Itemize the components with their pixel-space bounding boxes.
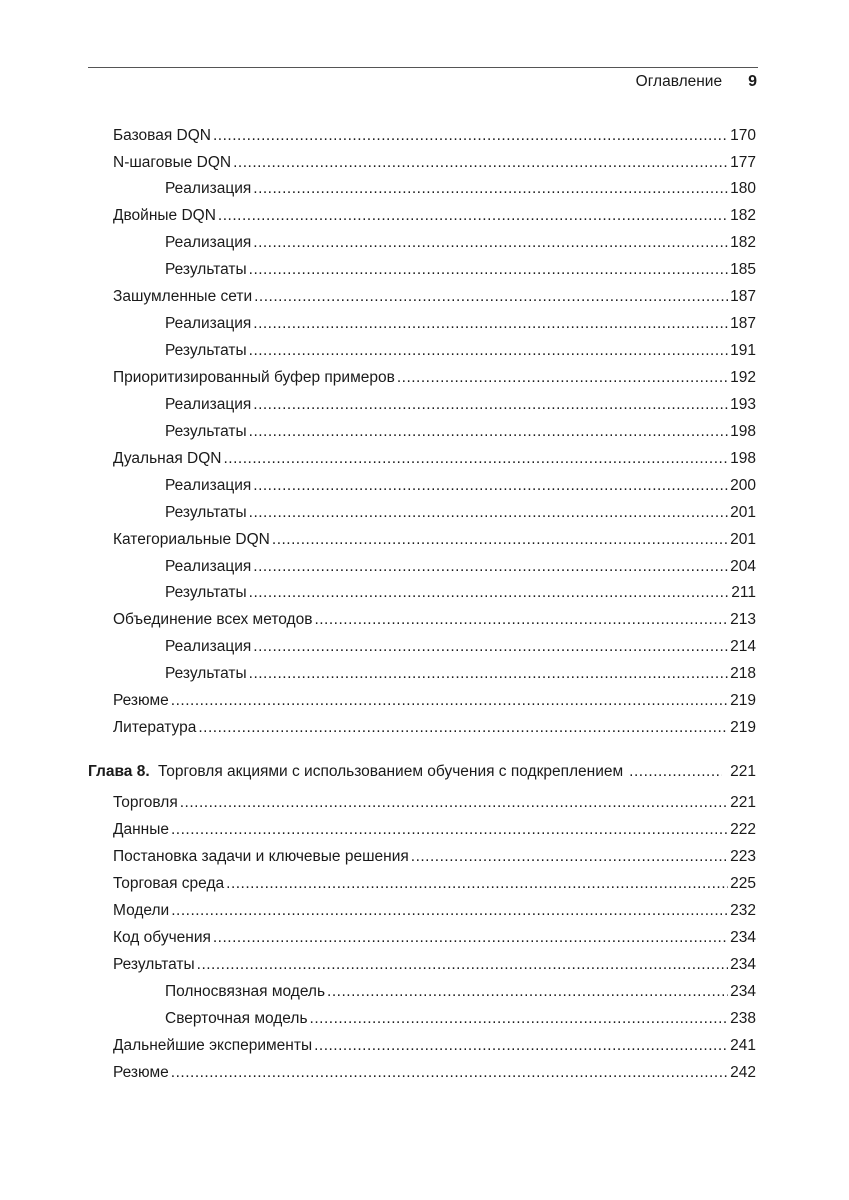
toc-entry-page: 192 [730, 369, 756, 386]
toc-entry-title: Сверточная модель [165, 1010, 308, 1027]
dot-leader [249, 422, 728, 442]
toc-entry[interactable] [113, 126, 756, 146]
toc-entry-title: Резюме [113, 692, 169, 709]
dot-leader [213, 928, 728, 948]
toc-entry-page: 180 [730, 180, 756, 197]
toc-entry-title: Приоритизированный буфер примеров [113, 369, 395, 386]
toc-entry-title: Резюме [113, 1064, 169, 1081]
toc-entry-title: Базовая DQN [113, 127, 211, 144]
toc-entry-title: Категориальные DQN [113, 531, 270, 548]
toc-entry-title: Реализация [165, 477, 252, 494]
dot-leader [314, 610, 728, 630]
toc-entry[interactable] [113, 1063, 756, 1083]
toc-subentry[interactable] [165, 314, 756, 334]
toc-entry-title: Реализация [165, 315, 252, 332]
toc-entry-page: 232 [730, 902, 756, 919]
toc-entry-page: 219 [730, 719, 756, 736]
dot-leader [249, 341, 728, 361]
dot-leader [226, 874, 728, 894]
toc-entry[interactable] [113, 691, 756, 711]
toc-entry[interactable] [113, 1036, 756, 1056]
toc-entry-title: Реализация [165, 396, 252, 413]
toc-entry-page: 223 [730, 848, 756, 865]
toc-entry-title: Реализация [165, 180, 252, 197]
toc-subentry[interactable] [165, 583, 756, 603]
toc-entry[interactable] [113, 153, 756, 173]
toc-entry[interactable] [113, 955, 756, 975]
toc-entry-page: 234 [730, 929, 756, 946]
running-head-title: Оглавление [635, 73, 723, 90]
toc-entry-page: 238 [730, 1010, 756, 1027]
toc-subentry[interactable] [165, 557, 756, 577]
dot-leader [253, 637, 728, 657]
toc-entry-page: 193 [730, 396, 756, 413]
dot-leader [171, 1063, 728, 1083]
dot-leader [253, 233, 728, 253]
toc-entry-page: 185 [730, 261, 756, 278]
toc-entry-title: Реализация [165, 558, 252, 575]
toc-entry[interactable] [113, 928, 756, 948]
dot-leader [198, 718, 728, 738]
toc-entry-title: Результаты [165, 342, 247, 359]
toc-entry-page: 198 [730, 450, 756, 467]
toc-entry[interactable] [113, 793, 756, 813]
toc-subentry[interactable] [165, 395, 756, 415]
toc-subentry[interactable] [165, 476, 756, 496]
dot-leader [171, 820, 728, 840]
toc-entry-page: 241 [730, 1037, 756, 1054]
toc-entry-title: Двойные DQN [113, 207, 216, 224]
toc-entry-page: 182 [730, 234, 756, 251]
toc-entry-title: Торговая среда [113, 875, 225, 892]
toc-entry-title: Дальнейшие эксперименты [113, 1037, 313, 1054]
dot-leader [314, 1036, 728, 1056]
dot-leader [180, 793, 728, 813]
toc-entry[interactable] [113, 874, 756, 894]
toc-entry-title: Реализация [165, 234, 252, 251]
dot-leader [249, 583, 730, 603]
dot-leader [397, 368, 728, 388]
toc-entry-page: 225 [730, 875, 756, 892]
toc-entry-page: 191 [730, 342, 756, 359]
toc-entry-title: Зашумленные сети [113, 288, 253, 305]
toc-entry-title: Модели [113, 902, 170, 919]
toc-entry[interactable] [113, 530, 756, 550]
toc-chapter-entry[interactable] [88, 762, 756, 782]
toc-entry-title: Данные [113, 821, 169, 838]
toc-entry-title: Постановка задачи и ключевые решения [113, 848, 409, 865]
toc-entry-title: Результаты [165, 665, 247, 682]
toc-entry-page: 234 [730, 956, 756, 973]
toc-entry-title: Результаты [165, 423, 247, 440]
toc-subentry[interactable] [165, 260, 756, 280]
toc-entry[interactable] [113, 610, 756, 630]
toc-entry-page: 177 [730, 154, 756, 171]
toc-entry[interactable] [113, 847, 756, 867]
toc-entry-page: 213 [730, 611, 756, 628]
toc-entry-title: Реализация [165, 638, 252, 655]
dot-leader [223, 449, 728, 469]
toc-entry-page: 187 [730, 315, 756, 332]
dot-leader [310, 1009, 729, 1029]
toc-entry-title: Дуальная DQN [113, 450, 222, 467]
dot-leader [253, 557, 728, 577]
toc-entry-page: 198 [730, 423, 756, 440]
toc-entry-title: Полносвязная модель [165, 983, 326, 1000]
toc-entry[interactable] [113, 901, 756, 921]
toc-entry[interactable] [113, 449, 756, 469]
toc-entry[interactable] [113, 820, 756, 840]
dot-leader [249, 503, 728, 523]
toc-subentry[interactable] [165, 1009, 756, 1029]
dot-leader [197, 955, 728, 975]
toc-entry-page: 242 [730, 1064, 756, 1081]
toc-subentry[interactable] [165, 233, 756, 253]
toc-entry-title: Результаты [165, 504, 247, 521]
toc-subentry[interactable] [165, 503, 756, 523]
dot-leader [254, 287, 728, 307]
toc-entry-page: 234 [730, 983, 756, 1000]
toc-entry-page: 211 [731, 584, 756, 601]
toc-entry-page: 218 [730, 665, 756, 682]
dot-leader [218, 206, 728, 226]
chapter-label: Глава 8. [88, 763, 150, 780]
chapter-heading [88, 762, 623, 782]
toc-subentry[interactable] [165, 982, 756, 1002]
toc-subentry[interactable] [165, 422, 756, 442]
chapter-title: Торговля акциями с использованием обучения с подкреплением [157, 763, 624, 780]
toc-entry-page: 221 [730, 763, 756, 780]
dot-leader [629, 762, 722, 782]
dot-leader [253, 179, 728, 199]
toc-subentry[interactable] [165, 637, 756, 657]
toc-entry-page: 170 [730, 127, 756, 144]
dot-leader [253, 314, 728, 334]
toc-entry-title: Объединение всех методов [113, 611, 313, 628]
dot-leader [171, 691, 728, 711]
toc-entry-title: Торговля [113, 794, 178, 811]
toc-entry-page: 222 [730, 821, 756, 838]
dot-leader [249, 260, 728, 280]
toc-subentry[interactable] [165, 179, 756, 199]
dot-leader [327, 982, 728, 1002]
toc-entry-page: 204 [730, 558, 756, 575]
running-head-page-number: 9 [748, 73, 757, 90]
toc-entry-page: 221 [730, 794, 756, 811]
toc-entry-title: Результаты [165, 584, 247, 601]
toc-entry[interactable] [113, 206, 756, 226]
toc-entry-page: 214 [730, 638, 756, 655]
dot-leader [213, 126, 728, 146]
toc-subentry[interactable] [165, 341, 756, 361]
toc-subentry[interactable] [165, 664, 756, 684]
dot-leader [249, 664, 728, 684]
toc-entry-page: 187 [730, 288, 756, 305]
dot-leader [233, 153, 728, 173]
dot-leader [272, 530, 728, 550]
toc-entry-title: Результаты [113, 956, 195, 973]
dot-leader [253, 395, 728, 415]
toc-entry-page: 219 [730, 692, 756, 709]
toc-entry[interactable] [113, 368, 756, 388]
toc-entry-page: 200 [730, 477, 756, 494]
toc-entry[interactable] [113, 718, 756, 738]
toc-entry-title: Результаты [165, 261, 247, 278]
toc-entry-title: Код обучения [113, 929, 211, 946]
toc-entry-page: 201 [730, 504, 756, 521]
toc-entry-title: Литература [113, 719, 197, 736]
toc-entry-page: 182 [730, 207, 756, 224]
dot-leader [253, 476, 728, 496]
toc-entry[interactable] [113, 287, 756, 307]
toc-entry-title: N-шаговые DQN [113, 154, 232, 171]
dot-leader [411, 847, 728, 867]
dot-leader [171, 901, 728, 921]
toc-entry-page: 201 [730, 531, 756, 548]
